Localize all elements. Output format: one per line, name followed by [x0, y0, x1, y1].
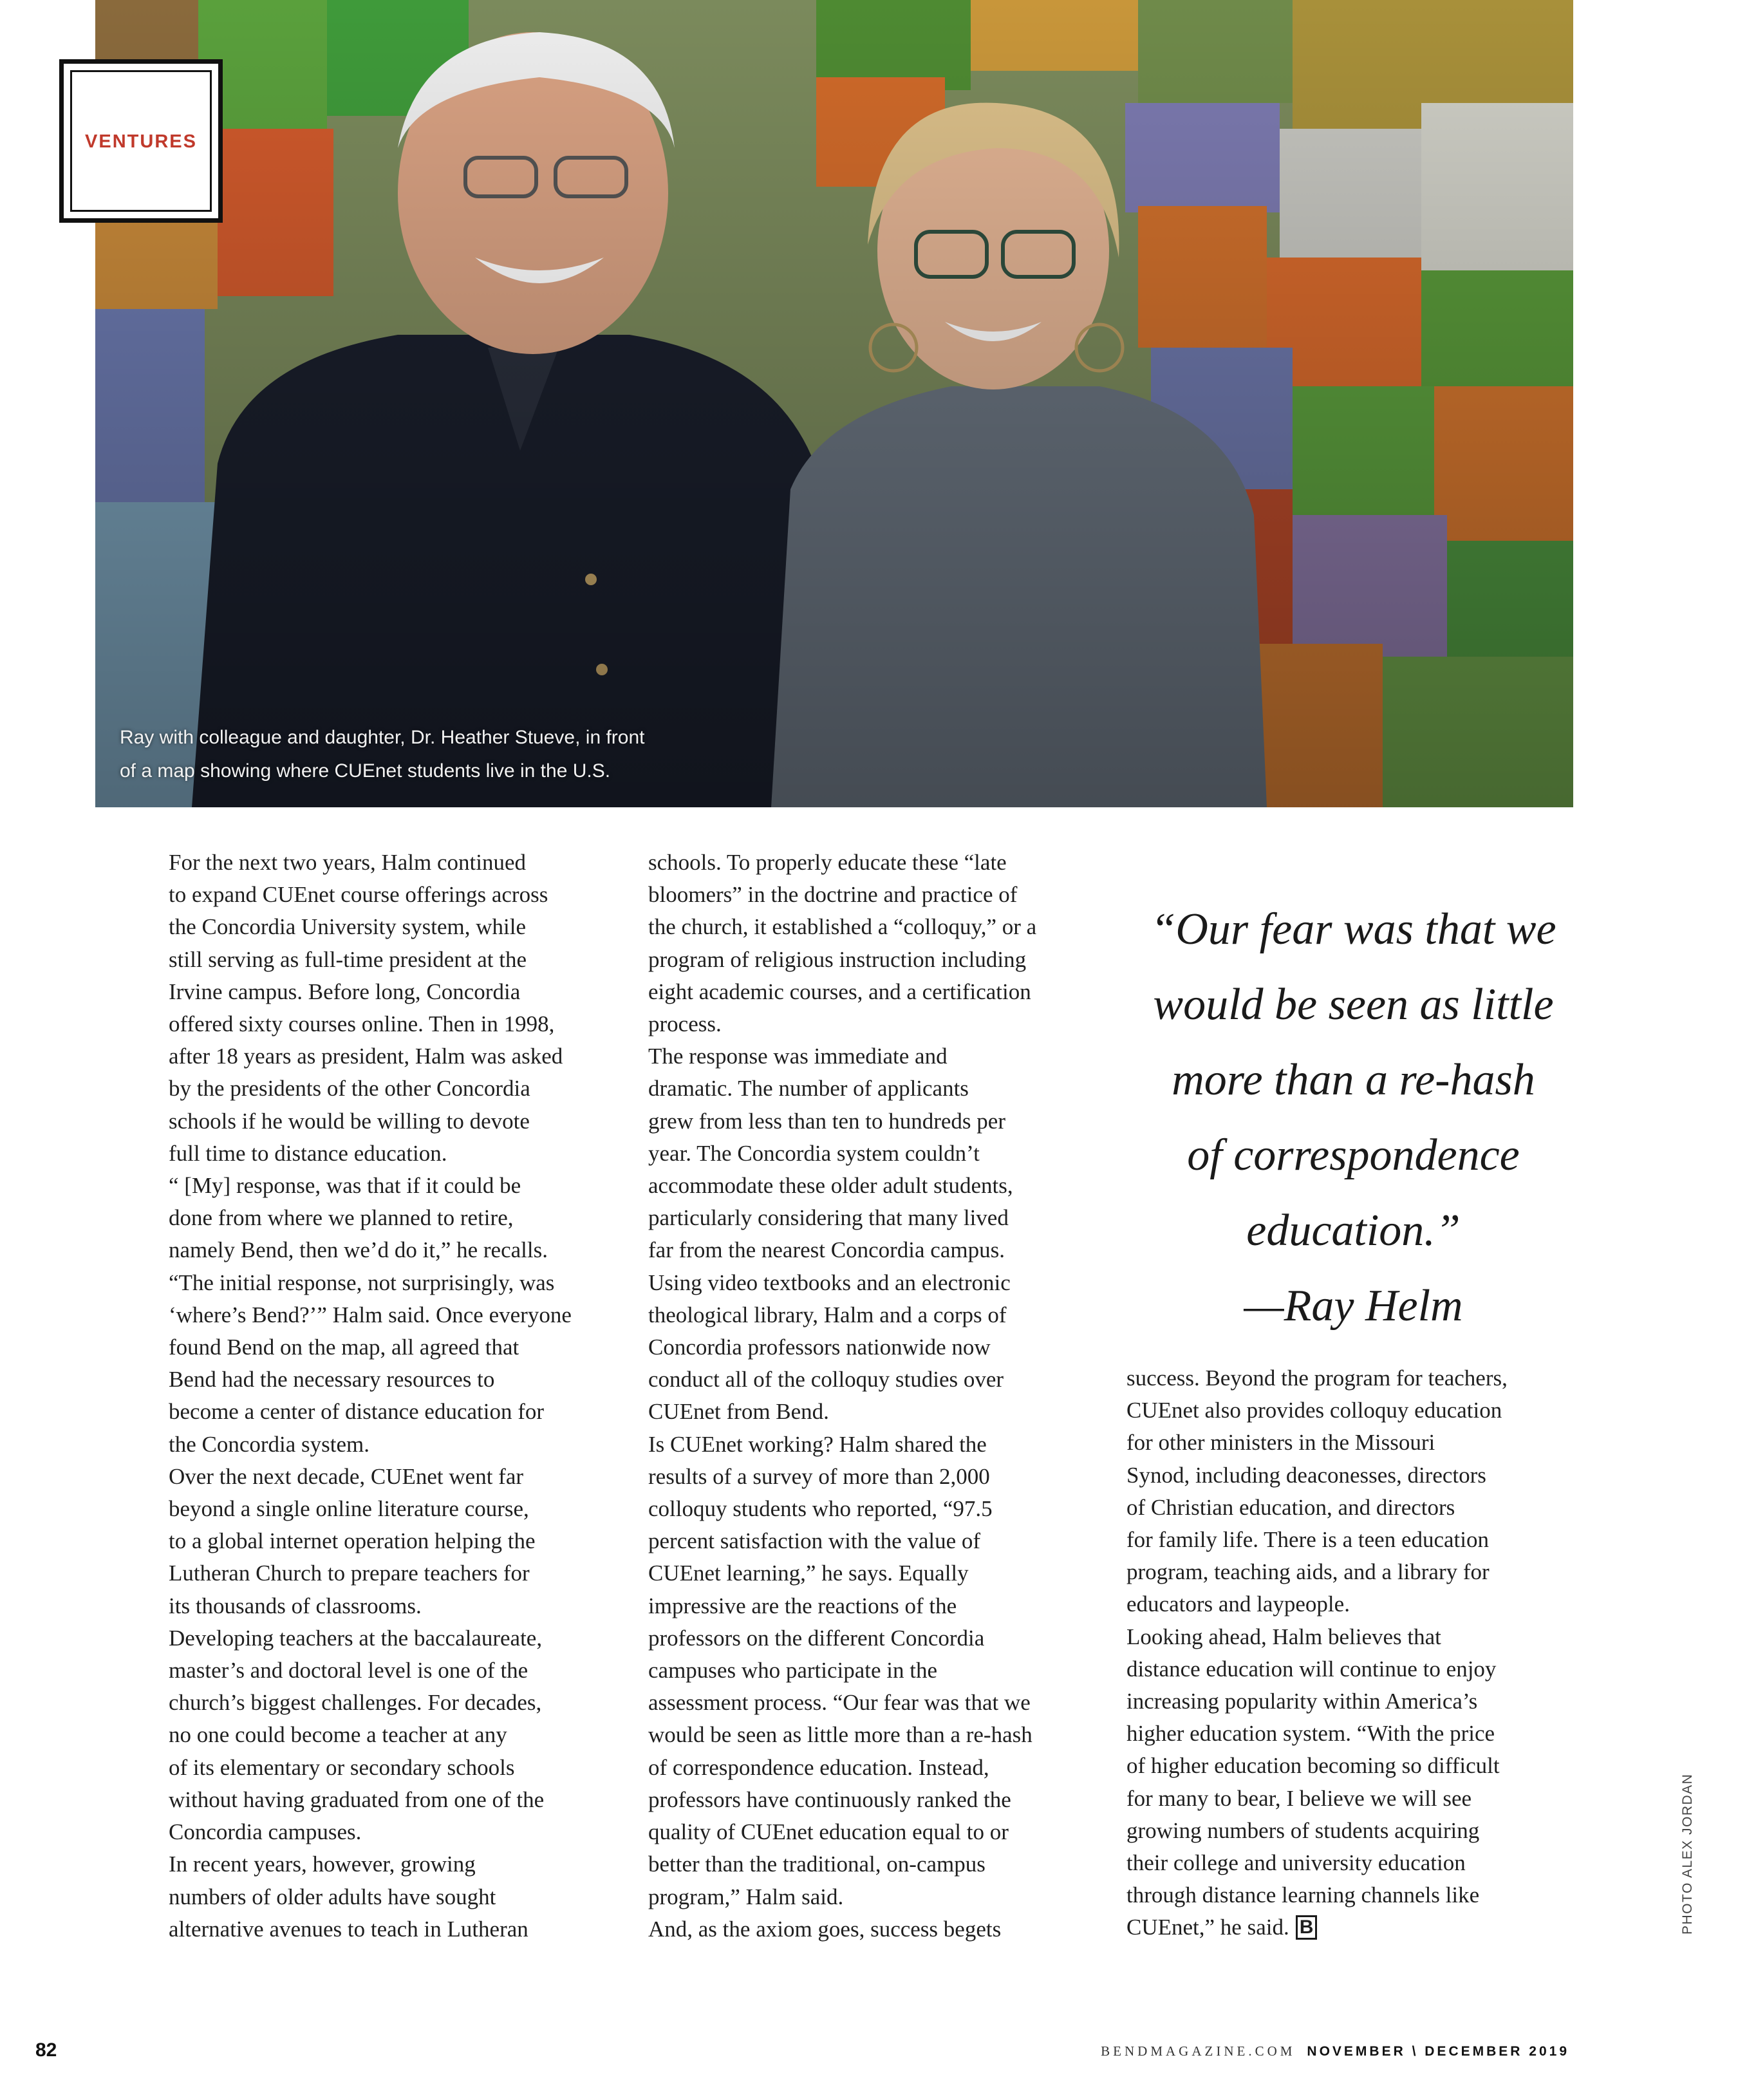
feature-photo [95, 0, 1573, 807]
footer-issue: NOVEMBER \ DECEMBER 2019 [1307, 2044, 1569, 2059]
body-column-3 [1126, 1362, 1590, 1944]
paragraph: Over the next decade, CUEnet went far beyond a single online literature course, to a global internet operation helping the Lutheran Church to prepare teachers for its thousands of classrooms. [169, 1463, 536, 1618]
paragraph: The response was immediate and dramatic. The number of applicants grew from less than ten to hundreds per year. The Concordia system couldn’t accommodate these older adult students, particularly considering that many lived far from the nearest Concordia campus. [648, 1044, 1013, 1263]
paragraph: And, as the axiom goes, success begets [648, 1916, 1002, 1942]
section-label: VENTURES [85, 131, 197, 152]
paragraph: Developing teachers at the baccalaureate, master’s and doctoral level is one of the church’s biggest challenges. For decades, no one could become a teacher at any of its elementary or secondary schools without having graduated from one of the Concordia campuses. [169, 1625, 545, 1845]
paragraph: In recent years, however, growing numbers of older adults have sought alternative avenues to teach in Lutheran [169, 1852, 528, 1942]
body-column-1 [169, 847, 619, 1945]
paragraph: “ [My] response, was that if it could be done from where we planned to retire, namely Bend, then we’d do it,” he recalls. “The initial response, not surprisingly, was ‘where’s Bend?’” Halm said. Once everyone found Bend on the map, all agreed that Bend had the necessary resources to become a center of distance education for the Concordia system. [169, 1173, 572, 1457]
photo-credit: PHOTO ALEX JORDAN [1680, 1773, 1695, 1935]
paragraph: success. Beyond the program for teachers, CUEnet also provides colloquy education for other ministers in the Missouri Synod, including deaconesses, directors of Christian education, and directors for family life. There is a teen education program, teaching aids, and a library for educators and laypeople. [1126, 1365, 1508, 1617]
paragraph: For the next two years, Halm continued to expand CUEnet course offerings across the Concordia University system, while still serving as full-time president at the Irvine campus. Before long, Concordia offered sixty courses online. Then in 1998, after 18 years as president, Halm was asked by the presidents of the other Concordia schools if he would be willing to devote full time to distance education. [169, 850, 563, 1166]
photo-caption: Ray with colleague and daughter, Dr. Heather Stueve, in front of a map showing where CUEnet students live in the U.S. [120, 727, 645, 782]
paragraph: Is CUEnet working? Halm shared the results of a survey of more than 2,000 colloquy students who reported, “97.5 percent satisfaction with the value of CUEnet learning,” he says. Equally impressive are the reactions of the professors on the different Concordia campuses who participate in the assessment process. “Our fear was that we would be seen as little more than a re-hash of correspondence education. Instead, professors have continuously ranked the quality of CUEnet education equal to or better than the traditional, on-campus program,” Halm said. [648, 1431, 1033, 1909]
pull-quote: “Our fear was that we would be seen as little more than a re-hash of correspondence education.” [1150, 905, 1556, 1255]
page-number: 82 [35, 2039, 57, 2061]
footer-site: BENDMAGAZINE.COM [1101, 2043, 1296, 2059]
footer [1101, 2043, 1569, 2059]
paragraph-final [1126, 1621, 1590, 1944]
section-badge [59, 59, 223, 223]
paragraph: Using video textbooks and an electronic theological library, Halm and a corps of Concordia professors nationwide now conduct all of the colloquy studies over CUEnet from Bend. [648, 1270, 1011, 1425]
photo-illustration [95, 0, 1573, 807]
paragraph-text: Looking ahead, Halm believes that distance education will continue to enjoy increasing popularity within America’s higher education system. “With the price of higher education becoming so difficult for many to bear, I believe we will see growing numbers of students acquiring their college and university education through distance learning channels like CUEnet,” he said. [1126, 1624, 1500, 1940]
pull-quote-attribution: —Ray Helm [1244, 1281, 1463, 1331]
end-mark-icon: B [1296, 1915, 1318, 1940]
body-column-2 [648, 847, 1099, 1945]
paragraph: schools. To properly educate these “late bloomers” in the doctrine and practice of the church, it established a “colloquy,” or a program of religious instruction including eight academic courses, and a certification process. [648, 850, 1037, 1037]
